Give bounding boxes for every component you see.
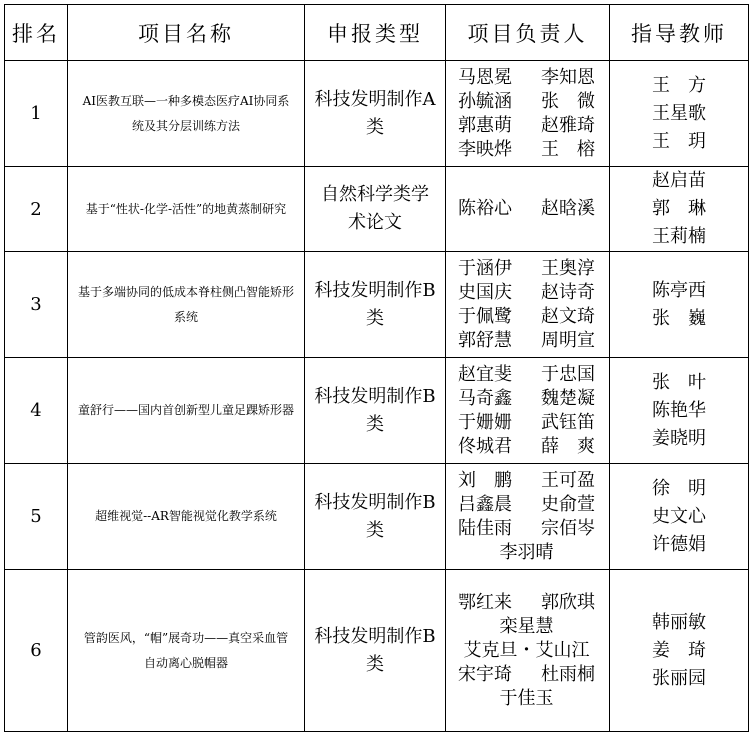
project-name-cell: 基于多端协同的低成本脊柱侧凸智能矫形系统 xyxy=(68,252,305,358)
header-advisors: 指导教师 xyxy=(610,5,749,61)
leader-line xyxy=(446,469,609,493)
leader-name: 李映烨 xyxy=(458,138,512,160)
project-leaders-cell xyxy=(446,358,610,464)
advisor-name: 史文心 xyxy=(652,505,706,527)
leader-line xyxy=(446,363,609,387)
leader-line xyxy=(446,687,609,711)
leader-name: 宗佰岑 xyxy=(541,517,595,539)
leader-line xyxy=(446,591,609,615)
advisors-cell xyxy=(610,570,749,732)
project-leaders-cell xyxy=(446,61,610,167)
table-row xyxy=(5,570,749,732)
header-application-type: 申报类型 xyxy=(305,5,446,61)
leader-name: 于姗姗 xyxy=(458,411,512,433)
advisor-name: 赵启苗 xyxy=(652,170,706,191)
table-row xyxy=(5,358,749,464)
advisor-name: 王 玥 xyxy=(652,130,706,152)
award-table xyxy=(4,4,749,732)
project-leaders-cell xyxy=(446,252,610,358)
leader-name: 周明宣 xyxy=(541,329,595,351)
leader-name: 赵雅琦 xyxy=(541,114,595,136)
header-project-leaders: 项目负责人 xyxy=(446,5,610,61)
leader-name: 王可盈 xyxy=(541,469,595,491)
table-row xyxy=(5,464,749,570)
leader-name: 王 榕 xyxy=(541,138,595,160)
advisor-name: 张丽园 xyxy=(652,667,706,689)
leader-line xyxy=(446,493,609,517)
advisor-name: 陈艳华 xyxy=(652,399,706,421)
advisor-name: 王莉楠 xyxy=(652,226,706,247)
header-project-name: 项目名称 xyxy=(68,5,305,61)
project-name-cell: 超维视觉--AR智能视觉化教学系统 xyxy=(68,464,305,570)
project-name-cell: AI医教互联—一种多模态医疗AI协同系统及其分层训练方法 xyxy=(68,61,305,167)
table-body xyxy=(5,61,749,732)
leader-name: 孙毓涵 xyxy=(458,90,512,112)
leader-name: 李羽晴 xyxy=(499,541,554,563)
advisor-name: 许德娟 xyxy=(652,533,706,555)
leader-line xyxy=(446,66,609,90)
leader-name: 马奇鑫 xyxy=(458,387,512,409)
leader-name: 赵晗溪 xyxy=(541,198,595,219)
rank-cell: 4 xyxy=(5,358,68,464)
leader-name: 赵宜斐 xyxy=(458,363,512,385)
advisor-name: 张 巍 xyxy=(652,307,706,329)
application-type-cell: 自然科学类学术论文 xyxy=(305,167,446,252)
advisor-name: 姜 琦 xyxy=(652,639,706,661)
application-type-cell: 科技发明制作A类 xyxy=(305,61,446,167)
application-type-cell: 科技发明制作B类 xyxy=(305,464,446,570)
leader-line xyxy=(446,305,609,329)
leader-name: 马恩冕 xyxy=(458,66,512,88)
leader-name: 郭舒慧 xyxy=(458,329,512,351)
leader-name: 魏楚凝 xyxy=(541,387,595,409)
leader-line xyxy=(446,257,609,281)
leader-name: 薛 爽 xyxy=(541,435,595,457)
leader-line xyxy=(446,329,609,353)
leader-line xyxy=(446,639,609,663)
project-leaders-cell xyxy=(446,167,610,252)
project-name-cell: 童舒行——国内首创新型儿童足踝矫形器 xyxy=(68,358,305,464)
leader-name: 刘 鹏 xyxy=(458,469,512,491)
leader-line xyxy=(446,138,609,162)
leader-line xyxy=(446,114,609,138)
leader-line xyxy=(446,517,609,541)
advisor-name: 郭 琳 xyxy=(652,198,706,219)
leader-line xyxy=(446,435,609,459)
leader-line xyxy=(446,197,609,221)
project-leaders-cell xyxy=(446,570,610,732)
advisor-name: 王 方 xyxy=(652,74,706,96)
table-row xyxy=(5,252,749,358)
advisor-name: 王星歌 xyxy=(652,102,706,124)
leader-name: 郭惠萌 xyxy=(458,114,512,136)
leader-name: 于忠国 xyxy=(541,363,595,385)
header-row xyxy=(5,5,749,61)
table-row xyxy=(5,167,749,252)
project-leaders-cell xyxy=(446,464,610,570)
leader-name: 吕鑫晨 xyxy=(458,493,512,515)
advisor-name: 姜晓明 xyxy=(652,427,706,449)
header-rank: 排名 xyxy=(5,5,68,61)
leader-name: 杜雨桐 xyxy=(541,663,595,685)
advisors-cell xyxy=(610,252,749,358)
advisor-name: 徐 明 xyxy=(652,477,706,499)
application-type-cell: 科技发明制作B类 xyxy=(305,358,446,464)
leader-line xyxy=(446,387,609,411)
rank-cell: 5 xyxy=(5,464,68,570)
leader-name: 武钰笛 xyxy=(541,411,595,433)
advisor-name: 张 叶 xyxy=(652,371,706,393)
leader-name: 赵文琦 xyxy=(541,305,595,327)
leader-name: 陈裕心 xyxy=(458,198,512,219)
leader-line xyxy=(446,281,609,305)
leader-name: 陆佳雨 xyxy=(458,517,512,539)
advisors-cell xyxy=(610,358,749,464)
leader-name: 鄂红来 xyxy=(458,591,512,613)
leader-name: 史国庆 xyxy=(458,281,512,303)
table-row xyxy=(5,61,749,167)
leader-line xyxy=(446,411,609,435)
leader-name: 张 微 xyxy=(541,90,595,112)
advisors-cell xyxy=(610,167,749,252)
advisor-name: 陈亭西 xyxy=(652,279,706,301)
leader-name: 于佩鹭 xyxy=(458,305,512,327)
advisor-name: 韩丽敏 xyxy=(652,611,706,633)
leader-name: 史俞萱 xyxy=(541,493,595,515)
application-type-cell: 科技发明制作B类 xyxy=(305,252,446,358)
leader-name: 于佳玉 xyxy=(499,687,554,709)
advisors-cell xyxy=(610,464,749,570)
leader-name: 赵诗奇 xyxy=(541,281,595,303)
advisors-cell xyxy=(610,61,749,167)
rank-cell: 2 xyxy=(5,167,68,252)
leader-line xyxy=(446,663,609,687)
leader-name: 郭欣琪 xyxy=(541,591,595,613)
project-name-cell: 基于“性状-化学-活性”的地黄蒸制研究 xyxy=(68,167,305,252)
rank-cell: 3 xyxy=(5,252,68,358)
leader-name: 艾克旦・艾山江 xyxy=(463,639,590,661)
leader-name: 栾星慧 xyxy=(499,615,554,637)
project-name-cell: 管韵医风，“帽”展奇功——真空采血管自动离心脱帽器 xyxy=(68,570,305,732)
rank-cell: 6 xyxy=(5,570,68,732)
leader-line xyxy=(446,90,609,114)
leader-name: 佟城君 xyxy=(458,435,512,457)
leader-name: 李知恩 xyxy=(541,66,595,88)
leader-name: 于涵伊 xyxy=(458,257,512,279)
leader-line xyxy=(446,541,609,565)
leader-name: 王奥淳 xyxy=(541,257,595,279)
application-type-cell: 科技发明制作B类 xyxy=(305,570,446,732)
leader-line xyxy=(446,615,609,639)
rank-cell: 1 xyxy=(5,61,68,167)
leader-name: 宋宇琦 xyxy=(458,663,512,685)
